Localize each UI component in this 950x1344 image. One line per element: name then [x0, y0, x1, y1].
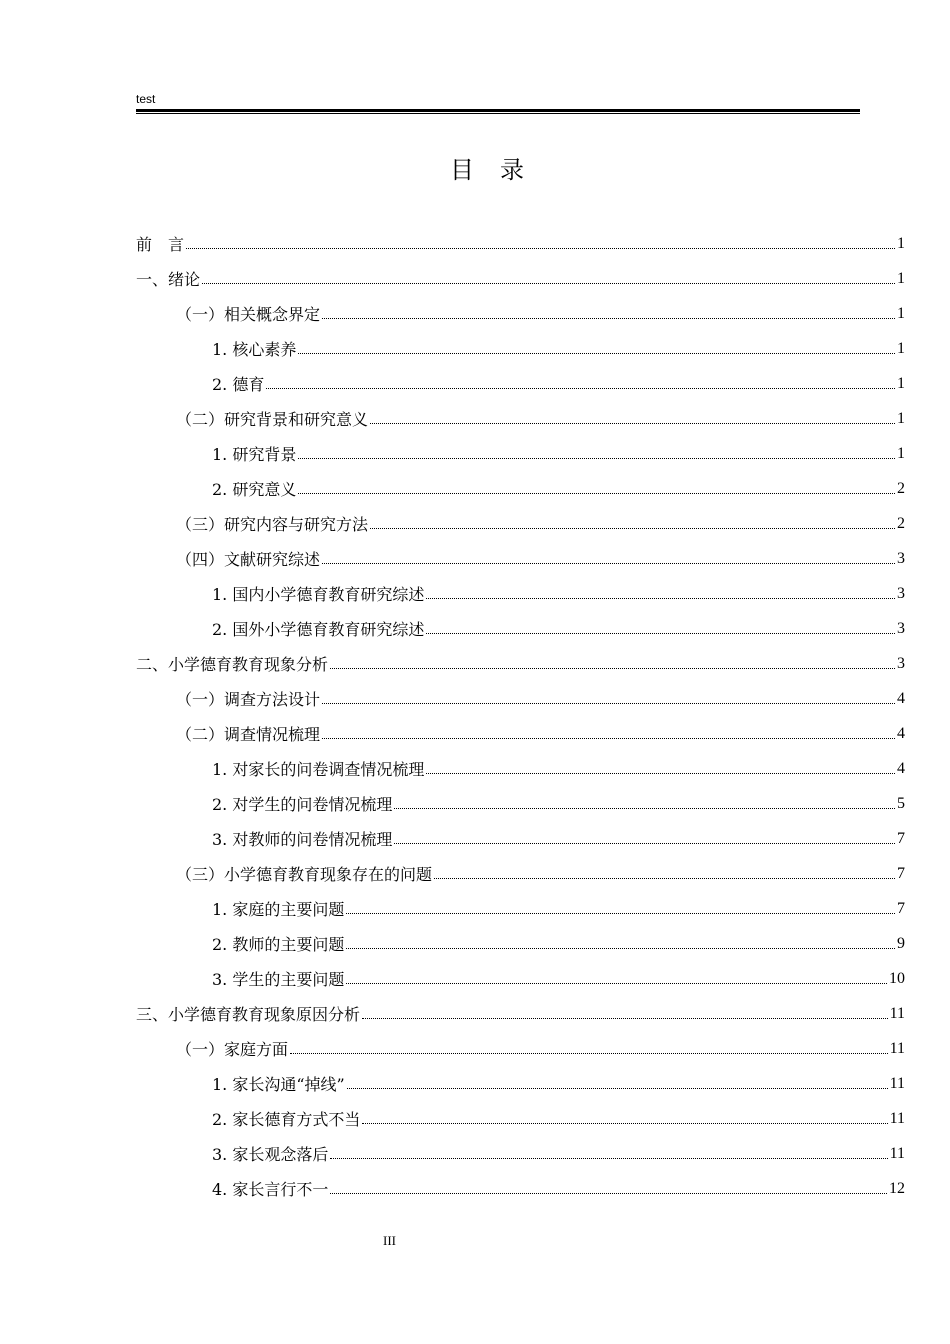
toc-dot-leader: [346, 913, 895, 914]
toc-entry-label: （一）相关概念界定: [176, 305, 321, 324]
toc-dot-leader: [322, 318, 895, 319]
toc-entry-label: 1. 研究背景: [212, 445, 297, 464]
header-rule-thin: [136, 113, 860, 114]
toc-entry-label: 2. 研究意义: [212, 480, 297, 499]
toc-dot-leader: [330, 1158, 887, 1159]
toc-entry[interactable]: [136, 856, 905, 891]
toc-entry[interactable]: [136, 1031, 905, 1066]
toc-entry-label: （二）研究背景和研究意义: [176, 410, 369, 429]
toc-entry-page: 2: [897, 514, 905, 532]
toc-entry[interactable]: [136, 646, 905, 681]
toc-entry[interactable]: [136, 436, 905, 471]
toc-entry-label: 三、小学德育教育现象原因分析: [136, 1005, 361, 1024]
toc-entry[interactable]: [136, 1066, 905, 1101]
toc-entry-label: 2. 教师的主要问题: [212, 935, 345, 954]
toc-entry-page: 3: [897, 549, 905, 567]
toc-entry-label: （三）研究内容与研究方法: [176, 515, 369, 534]
page-number: III: [383, 1233, 396, 1248]
toc-dot-leader: [346, 983, 887, 984]
toc-entry-label: 2. 德育: [212, 375, 265, 394]
toc-entry[interactable]: [136, 681, 905, 716]
toc-entry-page: 3: [897, 619, 905, 637]
toc-entry[interactable]: [136, 331, 905, 366]
toc-entry-label: 3. 家长观念落后: [212, 1145, 329, 1164]
toc-entry-label: 1. 核心素养: [212, 340, 297, 359]
toc-entry-label: 2. 家长德育方式不当: [212, 1110, 361, 1129]
toc-entry-label: （二）调查情况梳理: [176, 725, 321, 744]
toc-dot-leader: [346, 948, 895, 949]
toc-entry-page: 3: [897, 654, 905, 672]
toc-dot-leader: [370, 423, 895, 424]
toc-entry-page: 9: [897, 934, 905, 952]
page-title: 目录: [450, 156, 550, 184]
toc-entry[interactable]: [136, 1101, 905, 1136]
toc-entry-label: 1. 家长沟通“掉线”: [212, 1075, 345, 1094]
toc-entry-label: 2. 国外小学德育教育研究综述: [212, 620, 425, 639]
toc-dot-leader: [330, 1193, 887, 1194]
toc-dot-leader: [298, 353, 895, 354]
header-rule: [136, 109, 860, 112]
toc-entry-page: 1: [897, 304, 905, 322]
toc-entry-page: 11: [889, 1039, 905, 1057]
toc-entry-page: 1: [897, 234, 905, 252]
toc-dot-leader: [290, 1053, 888, 1054]
toc-entry-label: 二、小学德育教育现象分析: [136, 655, 329, 674]
toc-entry[interactable]: [136, 366, 905, 401]
toc-entry-label: 2. 对学生的问卷情况梳理: [212, 795, 393, 814]
toc-dot-leader: [362, 1123, 887, 1124]
toc-entry-page: 5: [897, 794, 905, 812]
toc-entry-page: 1: [897, 339, 905, 357]
toc-entry[interactable]: [136, 541, 905, 576]
toc-dot-leader: [322, 738, 895, 739]
toc-entry-page: 7: [897, 899, 905, 917]
toc-dot-leader: [426, 633, 895, 634]
toc-entry-label: （三）小学德育教育现象存在的问题: [176, 865, 433, 884]
toc-entry[interactable]: [136, 821, 905, 856]
toc-dot-leader: [266, 388, 895, 389]
toc-entry-label: 1. 国内小学德育教育研究综述: [212, 585, 425, 604]
toc-entry-label: 3. 学生的主要问题: [212, 970, 345, 989]
toc-dot-leader: [298, 493, 895, 494]
toc-dot-leader: [186, 248, 895, 249]
toc-entry-label: 1. 家庭的主要问题: [212, 900, 345, 919]
toc-entry-page: 1: [897, 269, 905, 287]
table-of-contents: [136, 226, 905, 1206]
toc-entry[interactable]: [136, 996, 905, 1031]
toc-entry-page: 12: [889, 1179, 905, 1197]
toc-entry-page: 11: [889, 1109, 905, 1127]
toc-entry-page: 2: [897, 479, 905, 497]
toc-entry[interactable]: [136, 471, 905, 506]
toc-entry[interactable]: [136, 401, 905, 436]
toc-entry-label: （一）调查方法设计: [176, 690, 321, 709]
toc-entry[interactable]: [136, 576, 905, 611]
toc-entry[interactable]: [136, 611, 905, 646]
toc-dot-leader: [426, 598, 895, 599]
toc-dot-leader: [426, 773, 895, 774]
page-header-text: test: [136, 92, 156, 106]
toc-dot-leader: [322, 563, 895, 564]
toc-dot-leader: [330, 668, 895, 669]
toc-dot-leader: [362, 1018, 888, 1019]
toc-entry[interactable]: [136, 716, 905, 751]
toc-entry-page: 11: [889, 1004, 905, 1022]
toc-entry-label: 3. 对教师的问卷情况梳理: [212, 830, 393, 849]
toc-entry[interactable]: [136, 226, 905, 261]
toc-dot-leader: [434, 878, 895, 879]
toc-dot-leader: [347, 1088, 888, 1089]
toc-entry-page: 1: [897, 444, 905, 462]
toc-entry-page: 1: [897, 374, 905, 392]
toc-entry[interactable]: [136, 1171, 905, 1206]
toc-entry-page: 7: [897, 829, 905, 847]
toc-entry-label: （四）文献研究综述: [176, 550, 321, 569]
toc-entry[interactable]: [136, 891, 905, 926]
toc-entry[interactable]: [136, 751, 905, 786]
toc-entry-label: （一）家庭方面: [176, 1040, 289, 1059]
toc-entry-label: 前 言: [136, 235, 185, 254]
toc-entry-page: 4: [897, 689, 905, 707]
toc-entry-page: 4: [897, 724, 905, 742]
toc-entry-page: 1: [897, 409, 905, 427]
toc-entry[interactable]: [136, 961, 905, 996]
toc-dot-leader: [370, 528, 895, 529]
toc-dot-leader: [394, 843, 895, 844]
toc-entry-page: 7: [897, 864, 905, 882]
toc-entry[interactable]: [136, 1136, 905, 1171]
toc-dot-leader: [202, 283, 895, 284]
toc-entry-page: 3: [897, 584, 905, 602]
toc-entry[interactable]: [136, 296, 905, 331]
toc-entry-label: 4. 家长言行不一: [212, 1180, 329, 1199]
toc-entry[interactable]: [136, 506, 905, 541]
toc-entry-label: 1. 对家长的问卷调查情况梳理: [212, 760, 425, 779]
toc-entry-page: 10: [889, 969, 905, 987]
toc-entry-page: 11: [889, 1074, 905, 1092]
toc-entry[interactable]: [136, 786, 905, 821]
toc-entry[interactable]: [136, 926, 905, 961]
toc-entry-page: 11: [889, 1144, 905, 1162]
toc-dot-leader: [394, 808, 895, 809]
toc-dot-leader: [298, 458, 895, 459]
toc-entry-page: 4: [897, 759, 905, 777]
toc-entry[interactable]: [136, 261, 905, 296]
toc-dot-leader: [322, 703, 895, 704]
toc-entry-label: 一、绪论: [136, 270, 201, 289]
